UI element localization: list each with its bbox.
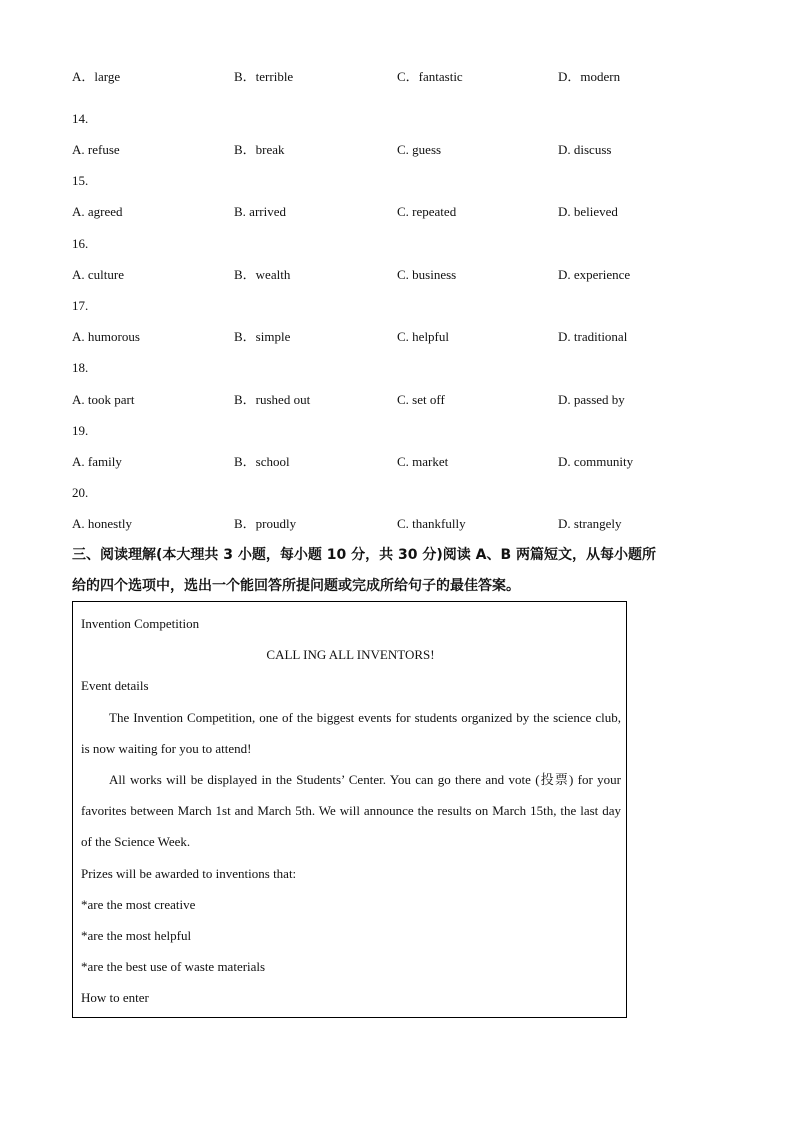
option-b: B．wealth [234, 267, 291, 282]
option-a: A. agreed [72, 204, 123, 219]
prizes-intro: Prizes will be awarded to inventions that: [81, 866, 297, 881]
option-d: D. experience [558, 267, 631, 282]
option-d: D．modern [558, 69, 621, 84]
option-a: A. took part [72, 392, 135, 407]
prize-criterion-3: *are the best use of waste materials [81, 959, 266, 974]
option-a: A. culture [72, 267, 124, 282]
passage-box [72, 601, 627, 1018]
section-heading-line-1: 三、阅读理解(本大理共 3 小题，每小题 10 分，共 30 分)阅读 A、B 两篇短文，从每小题所 [72, 547, 656, 563]
question-18-number: 18. [72, 360, 89, 375]
option-b: B．terrible [234, 69, 294, 84]
option-b: B．break [234, 142, 285, 157]
option-c: C. helpful [397, 329, 449, 344]
option-b: B．simple [234, 329, 291, 344]
option-b: B．rushed out [234, 392, 311, 407]
option-a: A．large [72, 69, 121, 84]
option-c: C. thankfully [397, 516, 466, 531]
option-a: A. refuse [72, 142, 120, 157]
option-b: B．proudly [234, 516, 297, 531]
question-16-number: 16. [72, 236, 89, 251]
option-a: A. humorous [72, 329, 140, 344]
option-d: D. traditional [558, 329, 628, 344]
option-c: C. set off [397, 392, 445, 407]
question-15-number: 15. [72, 173, 89, 188]
option-d: D. community [558, 454, 634, 469]
paragraph-2: All works will be displayed in the Students’ Center. You can go there and vote (投票) for your favorites between March 1st and March 5th. We will announce the results on March 15th, the last day of the Science Week. [81, 772, 621, 849]
prize-criterion-2: *are the most helpful [81, 928, 192, 943]
option-c: C. repeated [397, 204, 457, 219]
how-to-enter-label: How to enter [81, 990, 149, 1005]
option-d: D. strangely [558, 516, 622, 531]
question-19-number: 19. [72, 423, 89, 438]
prize-criterion-1: *are the most creative [81, 897, 196, 912]
option-c: C. business [397, 267, 457, 282]
option-a: A. honestly [72, 516, 132, 531]
passage-title: Invention Competition [81, 616, 200, 631]
event-details-label: Event details [81, 678, 149, 693]
option-d: D. discuss [558, 142, 612, 157]
question-17-number: 17. [72, 298, 89, 313]
option-c: C. market [397, 454, 449, 469]
option-c: C．fantastic [397, 69, 463, 84]
passage-heading: CALL ING ALL INVENTORS! [266, 647, 435, 662]
section-heading-line-2: 给的四个选项中，选出一个能回答所提问题或完成所给句子的最佳答案。 [72, 578, 520, 594]
option-b: B. arrived [234, 204, 286, 219]
question-14-number: 14. [72, 111, 89, 126]
question-20-number: 20. [72, 485, 89, 500]
option-c: C. guess [397, 142, 442, 157]
option-b: B．school [234, 454, 290, 469]
option-a: A. family [72, 454, 122, 469]
option-d: D. believed [558, 204, 618, 219]
paragraph-1: The Invention Competition, one of the biggest events for students organized by the science club, is now waiting for you to attend! [81, 710, 621, 756]
option-d: D. passed by [558, 392, 625, 407]
